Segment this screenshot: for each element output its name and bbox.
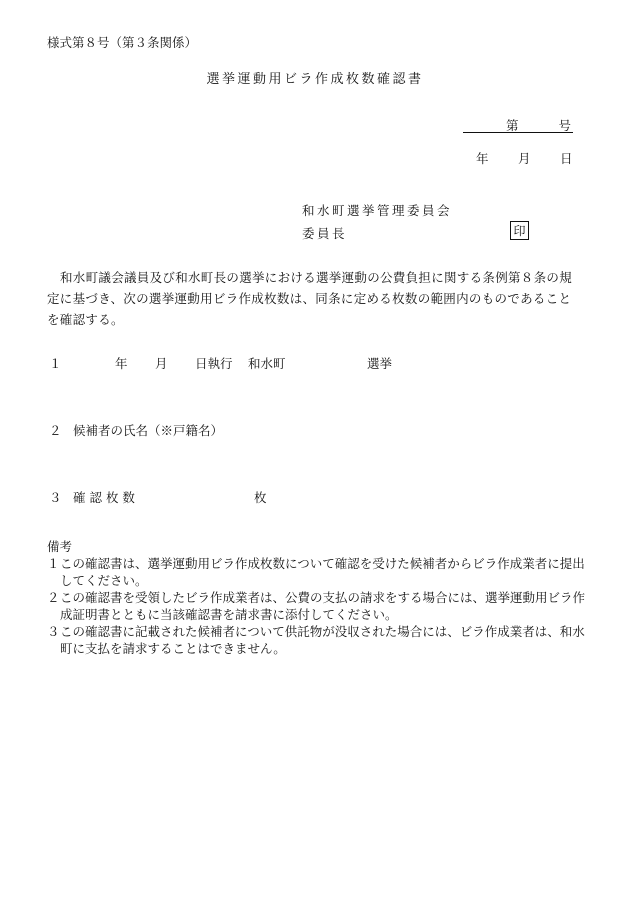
remark-number: ２ [47, 590, 60, 605]
remark-text: この確認書を受領したビラ作成業者は、公費の支払の請求をする場合には、選挙運動用ビラ作成証明書とともに当該確認書を請求書に添付してください。 [60, 590, 586, 622]
confirmed-count-label: 確 認 枚 数 [73, 490, 135, 505]
town-name: 和水町 [248, 356, 286, 371]
remark-text: この確認書は、選挙運動用ビラ作成枚数について確認を受けた候補者からビラ作成業者に提出してください。 [60, 556, 585, 588]
remark-note [47, 623, 587, 657]
remark-note [47, 555, 587, 589]
candidate-name-label: 候補者の氏名（※戸籍名） [73, 423, 224, 438]
committee-name: 和水町選挙管理委員会 [302, 203, 453, 218]
item-candidate-name [49, 421, 569, 439]
document-number-line [463, 116, 573, 133]
item-number: ３ [49, 490, 62, 505]
issue-date-line [476, 149, 572, 165]
item-election [49, 354, 569, 372]
item-number: ２ [49, 423, 62, 438]
remark-text: この確認書に記載された候補者について供託物が没収された場合には、ビラ作成業者は、和水町に支払を請求することはできません。 [60, 624, 585, 656]
election-day-label: 日執行 [195, 356, 233, 371]
election-label: 選挙 [367, 356, 393, 371]
election-month-label: 月 [155, 356, 168, 371]
remarks-section [47, 538, 587, 657]
item-number: １ [49, 356, 62, 371]
remark-note [47, 589, 587, 623]
number-suffix: 号 [558, 118, 571, 133]
election-year-label: 年 [115, 356, 128, 371]
document-title: 選挙運動用ビラ作成枚数確認書 [206, 72, 424, 87]
confirmation-statement: 和水町議会議員及び和水町長の選挙における選挙運動の公費負担に関する条例第８条の規定に基づき、次の選挙運動用ビラ作成枚数は、同条に定める枚数の範囲内のものであることを確認する。 [47, 270, 573, 327]
seal-box [510, 221, 529, 240]
form-number: 様式第８号（第３条関係） [47, 35, 198, 50]
date-month-label: 月 [518, 151, 531, 166]
seal-label: 印 [513, 224, 526, 238]
date-day-label: 日 [560, 151, 573, 166]
remarks-heading: 備考 [47, 539, 73, 554]
number-prefix: 第 [506, 118, 519, 133]
remark-number: １ [47, 556, 60, 571]
count-unit: 枚 [254, 490, 267, 505]
date-year-label: 年 [476, 151, 489, 166]
item-confirmed-count [49, 488, 569, 506]
chair-label: 委員長 [302, 226, 348, 241]
remark-number: ３ [47, 624, 60, 639]
